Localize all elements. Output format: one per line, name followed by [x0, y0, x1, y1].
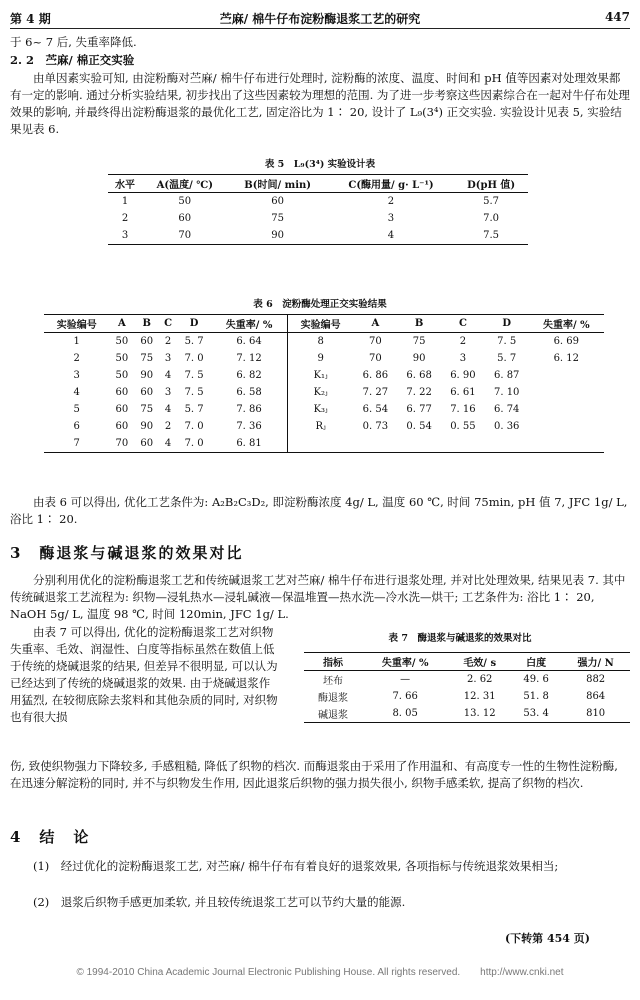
table-cell: 70	[109, 435, 134, 453]
table-cell	[529, 384, 604, 401]
conclusion-1: (1) 经过优化的淀粉酶退浆工艺, 对苎麻/ 棉牛仔布有着良好的退浆效果, 各项指标与传统退浆效果相当;	[33, 859, 559, 873]
table-cell: 8	[287, 333, 353, 351]
table-row	[304, 671, 630, 689]
table-cell: 90	[412, 353, 426, 364]
table-cell: 75	[140, 353, 154, 364]
table-cell	[397, 435, 441, 453]
table-cell: 7. 66	[392, 691, 418, 702]
table6	[44, 314, 604, 453]
table6-header	[44, 315, 604, 333]
table-cell: 0. 36	[493, 421, 520, 432]
table-cell: 70	[368, 336, 382, 347]
table6-th: 失重率/ %	[529, 315, 604, 333]
table7	[304, 652, 630, 723]
table-cell: —	[400, 674, 411, 685]
table-cell: 4	[164, 370, 172, 381]
table6-th: B	[397, 315, 441, 333]
paragraph-table6-result: 由表 6 可以得出, 优化工艺条件为: A₂B₂C₃D₂, 即淀粉酶浓度 4g/ L, 温度 60 ℃, 时间 75min, pH 值 7, JFC 1g/ L, 浴比 1∶ 20.	[10, 495, 628, 526]
table7-th: 毛效/ s	[448, 653, 511, 671]
table-cell: 0. 54	[406, 421, 432, 432]
table-cell: 2	[121, 213, 129, 224]
table-row	[44, 401, 604, 418]
table5-th: C(酶用量/ g· L⁻¹)	[328, 175, 454, 193]
table-cell: 6. 74	[493, 404, 520, 415]
table-cell: 60	[115, 387, 129, 398]
table-cell: K₃ⱼ	[287, 401, 353, 418]
table-cell: 1	[121, 196, 129, 207]
table5-caption: 表 5 L₉(3⁴) 实验设计表	[264, 159, 376, 170]
paragraph-2-2: 由单因素实验可知, 由淀粉酶对苎麻/ 棉牛仔布进行处理时, 淀粉酶的浓度、温度、时间和 pH 值等因素对处理效果都有一定的影响. 通过分析实验结果, 初步找出了这些因素较为理想的范围. 为了进一步考察这些因素综合在一起对牛仔布处理效果的影响, 并最终得出淀粉酶退浆的最优化工艺, 固定浴比为 1∶ 20, 设计了 L₉(3⁴) 正交实验. 实验设计见表 5, 实验结果见表 6.	[10, 71, 630, 136]
table-cell: 7. 27	[362, 387, 389, 398]
table-cell: 7. 36	[236, 421, 262, 432]
page-number: 447	[604, 10, 630, 24]
table-cell: 7. 10	[493, 387, 520, 398]
table-cell: 6. 86	[362, 370, 389, 381]
paragraph-3c: 伤, 致使织物强力下降较多, 手感粗糙, 降低了织物的档次. 而酶退浆由于采用了作用温和、有高度专一性的生物性淀粉酶, 在迅速分解淀粉的同时, 并不与织物发生作用, 因此退浆后织物的强力损失很小, 织物手感柔软, 提高了织物的档次.	[10, 759, 618, 790]
table6-th: D	[485, 315, 529, 333]
table-row	[108, 227, 528, 245]
table7-th: 失重率/ %	[362, 653, 448, 671]
table-cell	[529, 401, 604, 418]
table-cell: 4	[328, 227, 454, 245]
table-cell: 6. 81	[211, 435, 287, 453]
table-cell: 3	[387, 213, 395, 224]
table7-th: 白度	[511, 653, 561, 671]
table-row	[108, 193, 528, 211]
table-cell: 6. 87	[493, 370, 520, 381]
table-cell: 6. 69	[553, 336, 580, 347]
table-cell: 3	[164, 353, 172, 364]
table-cell: 882	[586, 674, 606, 685]
table-cell: 7. 0	[184, 421, 204, 432]
table6-th: 实验编号	[44, 315, 109, 333]
table-cell: 4	[164, 404, 172, 415]
table-cell: 7. 16	[450, 404, 476, 415]
section-heading-4: 4 结 论	[10, 828, 91, 846]
table-row	[44, 367, 604, 384]
table-cell: 50	[115, 353, 129, 364]
table-cell: 75	[271, 213, 285, 224]
issue-number: 第 4 期	[10, 12, 51, 26]
paragraph-3b: 由表 7 可以得出, 优化的淀粉酶退浆工艺对织物失重率、毛效、润湿性、白度等指标虽然在数值上低于传统的烧碱退浆的结果, 但差异不很明显, 可以认为已经达到了传统的烧碱退浆的效果. 由于烧碱退浆作用猛烈, 在较彻底除去浆料和其他杂质的同时, 对织物也有很大损	[10, 625, 278, 724]
table-cell: 50	[115, 336, 129, 347]
table-cell: 3	[73, 370, 80, 381]
table7-header	[304, 653, 630, 671]
table-cell: 碱退浆	[304, 705, 362, 723]
table-cell: 6	[73, 421, 80, 432]
running-title: 苎麻/ 棉牛仔布淀粉酶退浆工艺的研究	[219, 12, 421, 26]
table-cell: 6. 77	[406, 404, 432, 415]
table-cell: 5. 7	[184, 336, 204, 347]
table-cell: Rⱼ	[287, 418, 353, 435]
table-cell: K₂ⱼ	[287, 384, 353, 401]
table-cell: 5.7	[483, 196, 500, 207]
table-cell: 4	[73, 387, 80, 398]
table-cell: 90	[228, 227, 328, 245]
table-cell: 864	[586, 691, 606, 702]
table-cell: 5	[73, 404, 80, 415]
table-cell: 7. 0	[184, 353, 204, 364]
table-cell: 6. 90	[450, 370, 476, 381]
table6-th: C	[159, 315, 177, 333]
table5-th: A(温度/ ℃)	[142, 175, 228, 193]
table-cell: 60	[178, 213, 192, 224]
table-cell: 60	[115, 421, 129, 432]
table-cell: 2	[73, 353, 80, 364]
table-cell: 2. 62	[466, 674, 493, 685]
table-cell: 7.5	[454, 227, 528, 245]
table5-th: D(pH 值)	[454, 175, 528, 193]
table-cell: 9	[287, 350, 353, 367]
table-cell: 70	[142, 227, 228, 245]
table-cell: 6. 64	[236, 336, 262, 347]
table-cell	[485, 435, 529, 453]
conclusion-2: (2) 退浆后织物手感更加柔软, 并且较传统退浆工艺可以节约大量的能源.	[33, 895, 406, 909]
table-cell	[353, 435, 397, 453]
table-cell: 2	[164, 421, 172, 432]
table-cell: 75	[412, 336, 426, 347]
running-header	[10, 8, 630, 29]
table5	[108, 174, 528, 245]
table6-th: A	[353, 315, 397, 333]
paragraph-3: 分别利用优化的淀粉酶退浆工艺和传统碱退浆工艺对苎麻/ 棉牛仔布进行退浆处理, 并对比处理效果, 结果见表 7. 其中传统碱退浆工艺流程为: 织物—浸轧热水—浸轧碱液—保温堆置—热水洗—冷水洗—烘干; 工艺条件为: 浴比 1∶ 20, NaOH 5g/ L, 温度 98 ℃, 时间 120min, JFC 1g/ L.	[10, 573, 626, 621]
table-cell: 2	[387, 196, 395, 207]
copyright-footer: © 1994-2010 China Academic Journal Electronic Publishing House. All rights reserved. http://www.cnki.net	[76, 967, 564, 978]
table-cell: 53. 4	[511, 705, 561, 723]
table7-caption: 表 7 酶退浆与碱退浆的效果对比	[388, 633, 532, 644]
table-cell: 7. 86	[236, 404, 262, 415]
table-cell: 6. 54	[362, 404, 389, 415]
table-row	[304, 705, 630, 723]
table-cell: 坯布	[322, 676, 343, 687]
table-cell: 5. 7	[497, 353, 517, 364]
table-cell: 6. 68	[406, 370, 432, 381]
paragraph-top: 于 6~ 7 后, 失重率降低.	[10, 35, 137, 49]
table-cell: 810	[561, 705, 630, 723]
table-cell: 6. 61	[450, 387, 476, 398]
table-cell: 60	[140, 336, 154, 347]
table-cell: 51. 8	[523, 691, 549, 702]
table-row	[44, 333, 604, 351]
table-cell: 3	[108, 227, 142, 245]
table-cell: 60	[140, 387, 154, 398]
table-cell: 2	[164, 336, 172, 347]
table-row	[44, 435, 604, 453]
table-cell: 49. 6	[523, 674, 549, 685]
table6-th: B	[134, 315, 159, 333]
table6-caption: 表 6 淀粉酶处理正交实验结果	[253, 299, 387, 310]
table-cell: 13. 12	[448, 705, 511, 723]
table-cell: 6. 12	[553, 353, 580, 364]
table6-th: 失重率/ %	[211, 315, 287, 333]
table-cell: 60	[115, 404, 129, 415]
table-cell: 7. 5	[184, 370, 204, 381]
table-cell: 6. 82	[236, 370, 262, 381]
table-cell: 50	[178, 196, 192, 207]
table-cell: 90	[140, 421, 154, 432]
table-cell: 3	[164, 387, 172, 398]
table-cell: 7. 12	[236, 353, 262, 364]
table-cell	[441, 435, 485, 453]
table7-th: 强力/ N	[561, 653, 630, 671]
table-cell: 2	[459, 336, 467, 347]
table-cell	[529, 367, 604, 384]
table6-th: A	[109, 315, 134, 333]
table5-th: B(时间/ min)	[228, 175, 328, 193]
table-row	[304, 688, 630, 705]
table-cell: 60	[271, 196, 285, 207]
table-cell: 70	[368, 353, 382, 364]
table-row	[44, 350, 604, 367]
table-cell: K₁ⱼ	[287, 367, 353, 384]
table-cell: 7.0	[483, 213, 500, 224]
table-cell: 5. 7	[184, 404, 204, 415]
section-heading-3: 3 酶退浆与碱退浆的效果对比	[10, 544, 244, 562]
table-cell: 7. 22	[406, 387, 432, 398]
table-row	[108, 210, 528, 227]
table-cell: 3	[459, 353, 467, 364]
table-cell: 50	[115, 370, 129, 381]
table7-th: 指标	[304, 653, 362, 671]
table-cell: 0. 73	[362, 421, 389, 432]
table6-th: D	[177, 315, 211, 333]
table-cell	[529, 418, 604, 435]
table-cell: 1	[73, 336, 80, 347]
table5-header	[108, 175, 528, 193]
table-cell: 7. 5	[184, 387, 204, 398]
table6-th: 实验编号	[287, 315, 353, 333]
table-cell: 60	[134, 435, 159, 453]
table-cell: 酶退浆	[317, 693, 348, 704]
table-cell	[287, 435, 353, 453]
table-cell: 7. 0	[177, 435, 211, 453]
table-cell	[529, 435, 604, 453]
table-cell: 6. 58	[236, 387, 262, 398]
table-cell: 7. 5	[497, 336, 517, 347]
table-row	[44, 418, 604, 435]
table-row	[44, 384, 604, 401]
table-cell: 12. 31	[463, 691, 496, 702]
table-cell: 4	[159, 435, 177, 453]
table5-th: 水平	[108, 175, 142, 193]
table-cell: 7	[44, 435, 109, 453]
table-cell: 90	[140, 370, 154, 381]
table-cell: 8. 05	[362, 705, 448, 723]
continued-note: (下转第 454 页)	[504, 932, 590, 945]
table-cell: 0. 55	[450, 421, 476, 432]
section-heading-2-2: 2. 2 苎麻/ 棉正交实验	[10, 53, 135, 67]
table-cell: 75	[140, 404, 154, 415]
table6-th: C	[441, 315, 485, 333]
